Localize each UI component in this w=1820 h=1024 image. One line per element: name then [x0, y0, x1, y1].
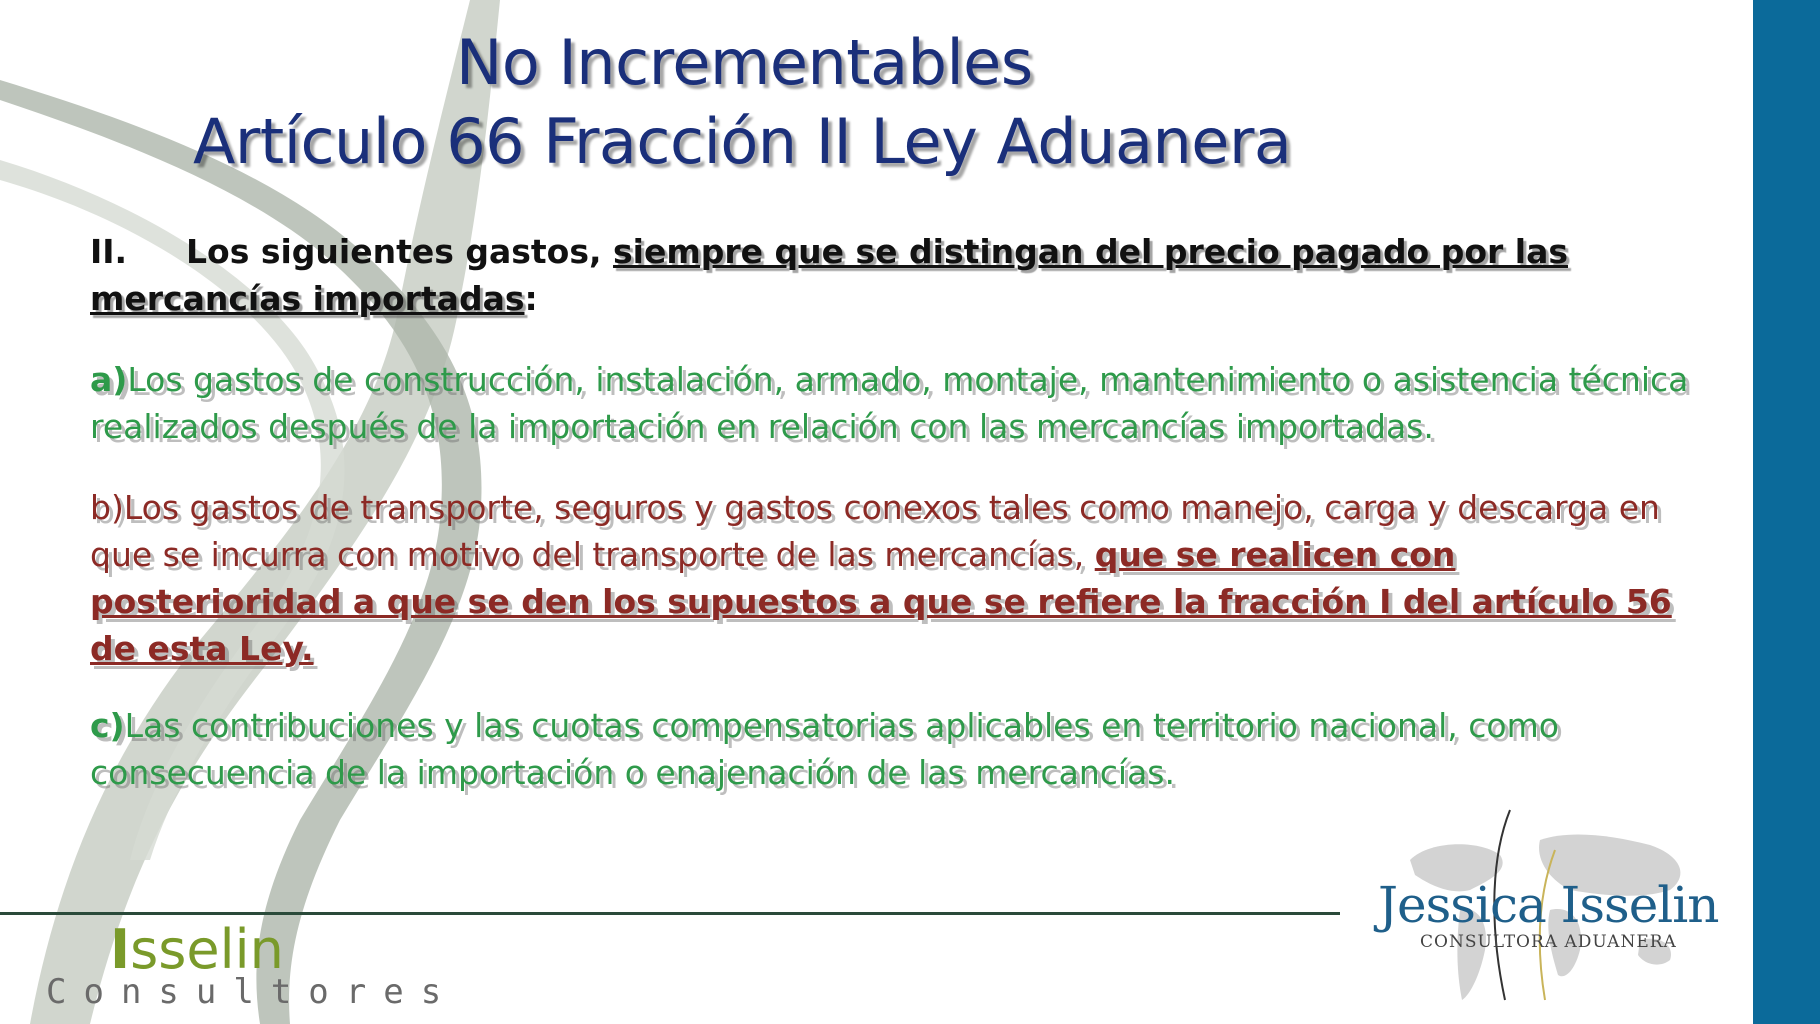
right-accent-bar [1753, 0, 1820, 1024]
slide-title-line-2: Artículo 66 Fracción II Ley Aduanera [193, 105, 1292, 178]
isselin-logo-rest: sselin [130, 918, 284, 981]
item-a-paragraph [90, 356, 1690, 450]
item-a-label: a) [90, 360, 128, 399]
slide-title-line-1: No Incrementables [456, 26, 1033, 99]
item-c-label: c) [90, 706, 125, 745]
footer-divider [0, 912, 1340, 915]
roman-numeral: II. [90, 232, 128, 271]
consultores-logo-text: Consultores [46, 972, 459, 1012]
item-a-text: Los gastos de construcción, instalación, armado, montaje, mantenimiento o asistencia técnica realizados después de la importación en relación con las mercancías importadas. [90, 360, 1689, 446]
item-b-paragraph [90, 484, 1690, 672]
item-b-emphasis: que se realicen con posterioridad a que se den los supuestos a que se refiere la fracción I del artículo 56 de esta Ley. [90, 535, 1672, 668]
intro-underlined-text-2: mercancías importadas [90, 279, 525, 318]
isselin-logo-initial: I [110, 918, 131, 981]
intro-lead-text: Los siguientes gastos, [186, 232, 614, 271]
intro-paragraph [90, 228, 1690, 322]
item-b-text: Los gastos de transporte, seguros y gastos conexos tales como manejo, carga y descarga en que se incurra con motivo del transporte de las mercancías, [90, 488, 1660, 574]
item-c-paragraph [90, 702, 1690, 796]
intro-underlined-text-1: siempre que se distingan del precio pagado por las [613, 232, 1569, 271]
item-c-text: Las contribuciones y las cuotas compensatorias aplicables en territorio nacional, como consecuencia de la importación o enajenación de las mercancías. [90, 706, 1559, 792]
intro-colon: : [524, 279, 538, 318]
jessica-isselin-subtitle: CONSULTORA ADUANERA [1420, 932, 1677, 952]
jessica-isselin-logo [1370, 800, 1719, 1010]
jessica-isselin-name: Jessica Isselin [1378, 876, 1719, 934]
item-b-label: b) [90, 488, 124, 527]
